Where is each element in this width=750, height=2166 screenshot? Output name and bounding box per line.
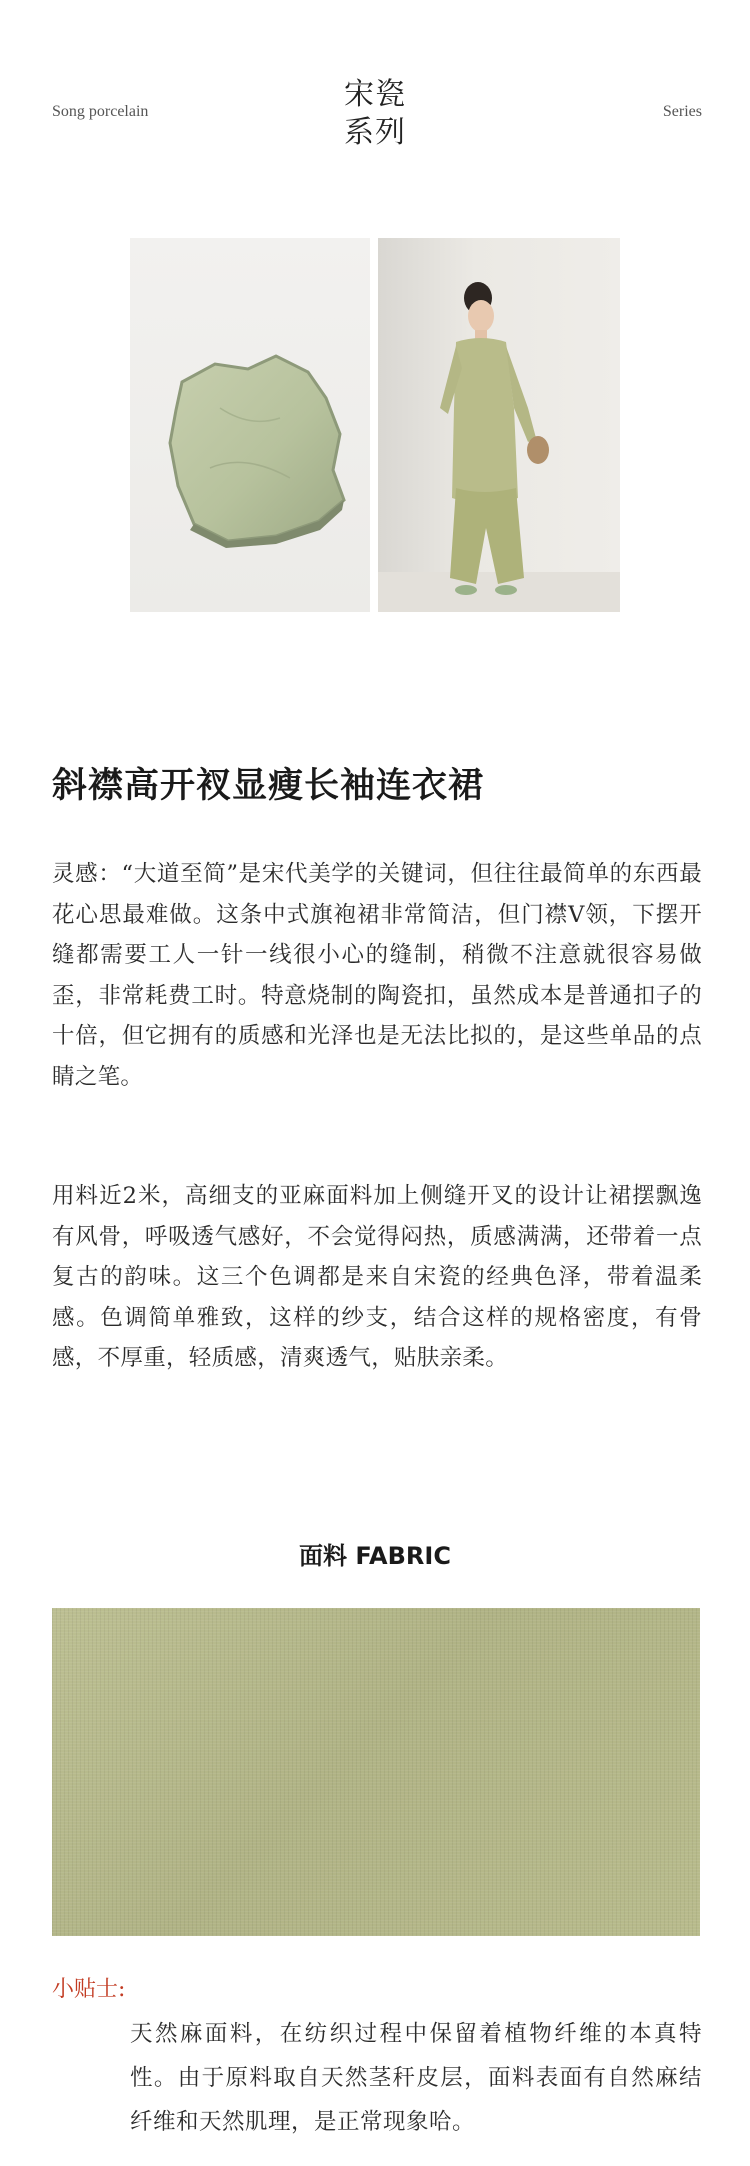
- product-title: 斜襟高开衩显瘦长袖连衣裙: [52, 766, 485, 806]
- celadon-stone-image: [130, 238, 370, 612]
- material-paragraph: 用料近2米，高细支的亚麻面料加上侧缝开叉的设计让裙摆飘逸有风骨，呼吸透气感好，不会觉得闷热，质感满满，还带着一点复古的韵味。这三个色调都是来自宋瓷的经典色泽，带着温柔感。色调简单雅致，这样的纱支，结合这样的规格密度，有骨感，不厚重，轻质感，清爽透气，贴肤亲柔。: [52, 1183, 702, 1371]
- page-title-line2: 系列: [344, 115, 406, 150]
- page-title: [0, 76, 750, 152]
- tip-label: 小贴士:: [52, 1977, 126, 2002]
- inspiration-paragraph: 灵感：“大道至简”是宋代美学的关键词，但往往最简单的东西最花心思最难做。这条中式旗袍裙非常简洁，但门襟V领，下摆开缝都需要工人一针一线很小心的缝制，稍微不注意就很容易做歪，非常耗费工时。特意烧制的陶瓷扣，虽然成本是普通扣子的十倍，但它拥有的质感和光泽也是无法比拟的，是这些单品的点睛之笔。: [52, 861, 702, 1090]
- model-dress-image: [378, 238, 620, 612]
- page-header: [0, 0, 750, 160]
- series-subtitle-right: Series: [662, 103, 702, 120]
- inspiration-photos: [130, 238, 620, 612]
- series-subtitle-left: Song porcelain: [52, 103, 149, 120]
- fabric-heading: 面料 FABRIC: [299, 1542, 451, 1570]
- fabric-swatch-image: [52, 1608, 700, 1936]
- page-title-line1: 宋瓷: [344, 77, 406, 112]
- tip-text: 天然麻面料，在纺织过程中保留着植物纤维的本真特性。由于原料取自天然茎秆皮层，面料表面有自然麻结纤维和天然肌理，是正常现象哈。: [130, 2021, 702, 2135]
